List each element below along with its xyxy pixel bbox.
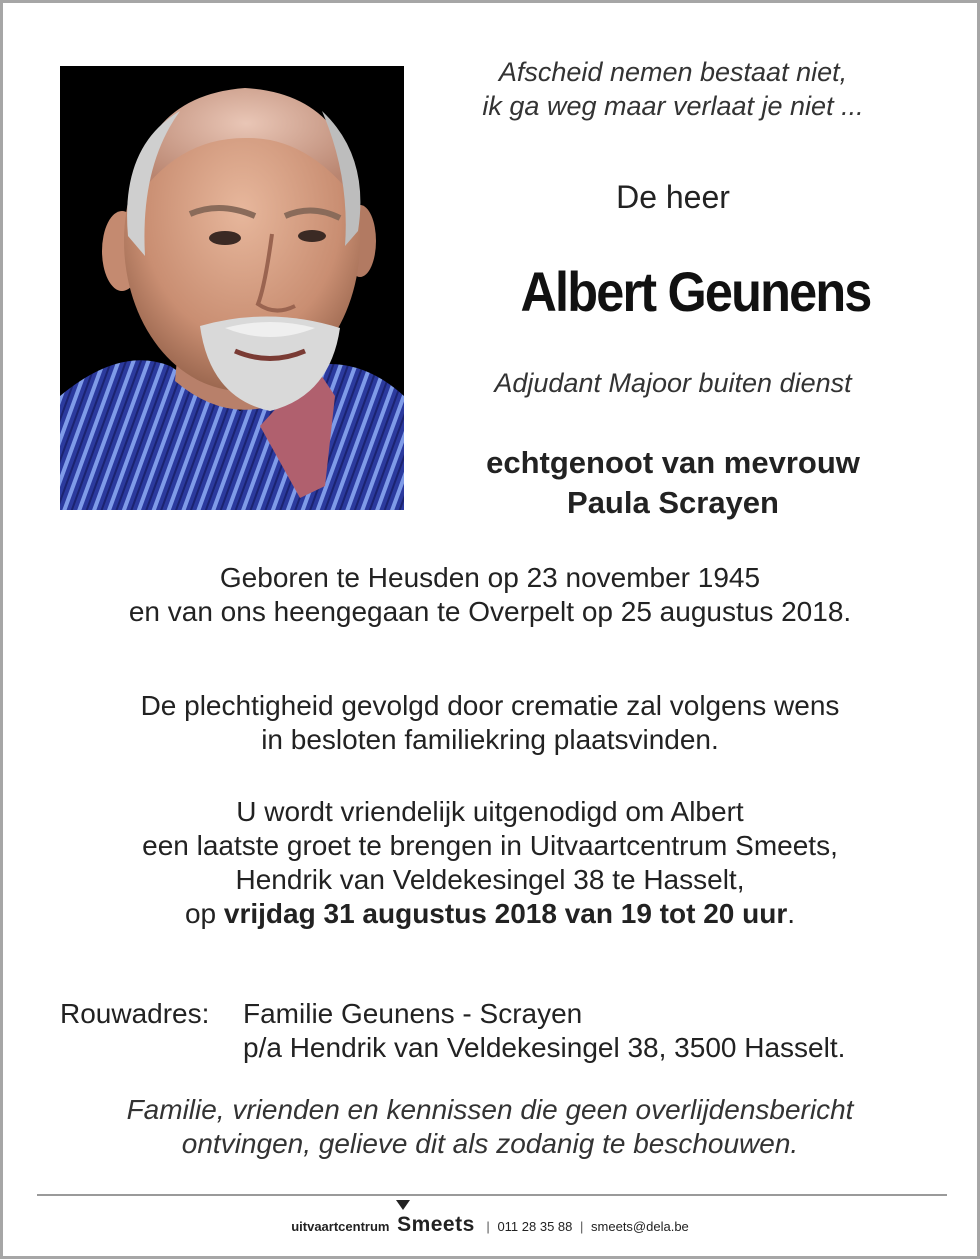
birth-death-info [3, 561, 977, 629]
portrait-illustration [60, 66, 404, 510]
ceremony-info [3, 689, 977, 757]
deceased-name: Albert Geunens [520, 260, 871, 323]
birth-line: Geboren te Heusden op 23 november 1945 [219, 562, 761, 593]
footer-divider [37, 1194, 947, 1196]
footer-phone: 011 28 35 88 [497, 1219, 573, 1234]
mourning-address-street: p/a Hendrik van Veldekesingel 38, 3500 Hasselt. [243, 1032, 846, 1063]
mourning-address [60, 997, 845, 1065]
funeral-home-footer [3, 1213, 977, 1237]
footer-email: smeets@dela.be [591, 1219, 689, 1234]
mourning-address-family: Familie Geunens - Scrayen [243, 998, 583, 1029]
footer-separator: | [486, 1219, 490, 1234]
invitation-line-2: een laatste groet te brengen in Uitvaartcentrum Smeets, [142, 830, 838, 861]
invitation-line-3: Hendrik van Veldekesingel 38 te Hasselt, [235, 864, 745, 895]
address-indent [60, 1031, 243, 1065]
invitation-date: vrijdag 31 augustus 2018 van 19 tot 20 uur [223, 898, 788, 929]
invitation-line-4 [3, 897, 977, 931]
mourning-address-label: Rouwadres: [60, 998, 210, 1029]
quote-line-2: ik ga weg maar verlaat je niet ... [482, 91, 864, 121]
footer-separator-2: | [580, 1219, 584, 1234]
spouse-name: Paula Scrayen [567, 485, 779, 520]
invitation-info [3, 795, 977, 931]
invitation-date-suffix: . [787, 898, 796, 929]
closing-note [3, 1093, 977, 1161]
closing-line-1: Familie, vrienden en kennissen die geen overlijdensbericht [126, 1094, 854, 1125]
quote-line-1: Afscheid nemen bestaat niet, [498, 57, 848, 87]
invitation-date-prefix: op [184, 898, 224, 929]
spouse-line-1: echtgenoot van mevrouw [486, 445, 860, 480]
opening-quote [423, 55, 923, 123]
ceremony-line-2: in besloten familiekring plaatsvinden. [261, 724, 719, 755]
spouse-info [423, 443, 923, 523]
closing-line-2: ontvingen, gelieve dit als zodanig te beschouwen. [181, 1128, 799, 1159]
salutation: De heer [616, 179, 730, 215]
invitation-line-1: U wordt vriendelijk uitgenodigd om Albert [236, 796, 744, 827]
death-line: en van ons heengegaan te Overpelt op 25 augustus 2018. [128, 596, 852, 627]
portrait-photo [60, 66, 404, 510]
military-rank: Adjudant Majoor buiten dienst [494, 368, 852, 398]
triangle-marker-icon [396, 1200, 410, 1210]
footer-brand: Smeets [397, 1213, 475, 1236]
ceremony-line-1: De plechtigheid gevolgd door crematie zal volgens wens [140, 690, 840, 721]
footer-prefix: uitvaartcentrum [291, 1219, 390, 1234]
